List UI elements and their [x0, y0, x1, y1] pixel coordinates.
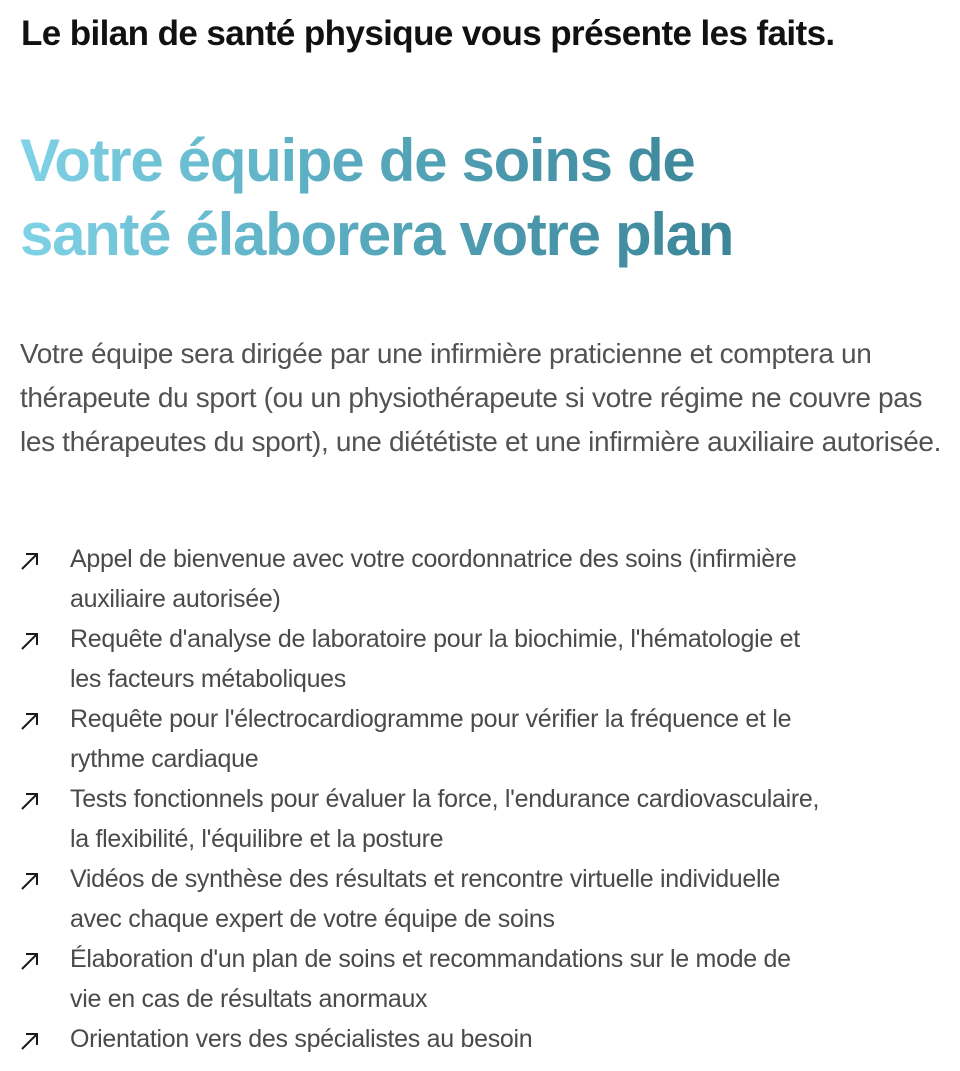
page-title-line-2: santé élaborera votre plan — [20, 201, 734, 268]
list-item — [0, 699, 890, 779]
list-item-text: Appel de bienvenue avec votre coordonnatrice des soins (infirmière — [70, 545, 797, 573]
list-item-text: les facteurs métaboliques — [70, 665, 346, 693]
arrow-up-right-icon — [19, 870, 41, 892]
list-item — [0, 539, 890, 619]
list-item — [0, 619, 890, 699]
list-item-text: la flexibilité, l'équilibre et la posture — [70, 825, 444, 853]
intro-heading: Le bilan de santé physique vous présente les faits. — [21, 14, 835, 53]
list-item — [0, 779, 890, 859]
page-title — [20, 124, 780, 272]
list-item — [0, 1019, 890, 1059]
description-paragraph: Votre équipe sera dirigée par une infirmière praticienne et comptera un thérapeute du sport (ou un physiothérapeute si votre régime ne couvre pas les thérapeutes du sport), une diététiste et une infirmière auxiliaire autorisée. — [20, 338, 942, 457]
arrow-up-right-icon — [19, 1030, 41, 1052]
list-item-text: avec chaque expert de votre équipe de soins — [70, 905, 555, 933]
list-item-text: Tests fonctionnels pour évaluer la force, l'endurance cardiovasculaire, — [70, 785, 820, 813]
arrow-up-right-icon — [19, 630, 41, 652]
list-item-text: Vidéos de synthèse des résultats et rencontre virtuelle individuelle — [70, 865, 781, 893]
list-item-text: Requête pour l'électrocardiogramme pour vérifier la fréquence et le — [70, 705, 792, 733]
list-item-text: vie en cas de résultats anormaux — [70, 985, 428, 1013]
list-item-text: rythme cardiaque — [70, 745, 259, 773]
arrow-up-right-icon — [19, 710, 41, 732]
list-item-text: Orientation vers des spécialistes au besoin — [70, 1025, 533, 1053]
arrow-up-right-icon — [19, 790, 41, 812]
arrow-up-right-icon — [19, 550, 41, 572]
page-title-line-1: Votre équipe de soins de — [20, 127, 695, 194]
list-item — [0, 939, 890, 1019]
services-list — [0, 539, 960, 1059]
list-item — [0, 859, 890, 939]
list-item-text: auxiliaire autorisée) — [70, 585, 281, 613]
list-item-text: Élaboration d'un plan de soins et recommandations sur le mode de — [70, 945, 791, 973]
list-item-text: Requête d'analyse de laboratoire pour la biochimie, l'hématologie et — [70, 625, 800, 653]
arrow-up-right-icon — [19, 950, 41, 972]
